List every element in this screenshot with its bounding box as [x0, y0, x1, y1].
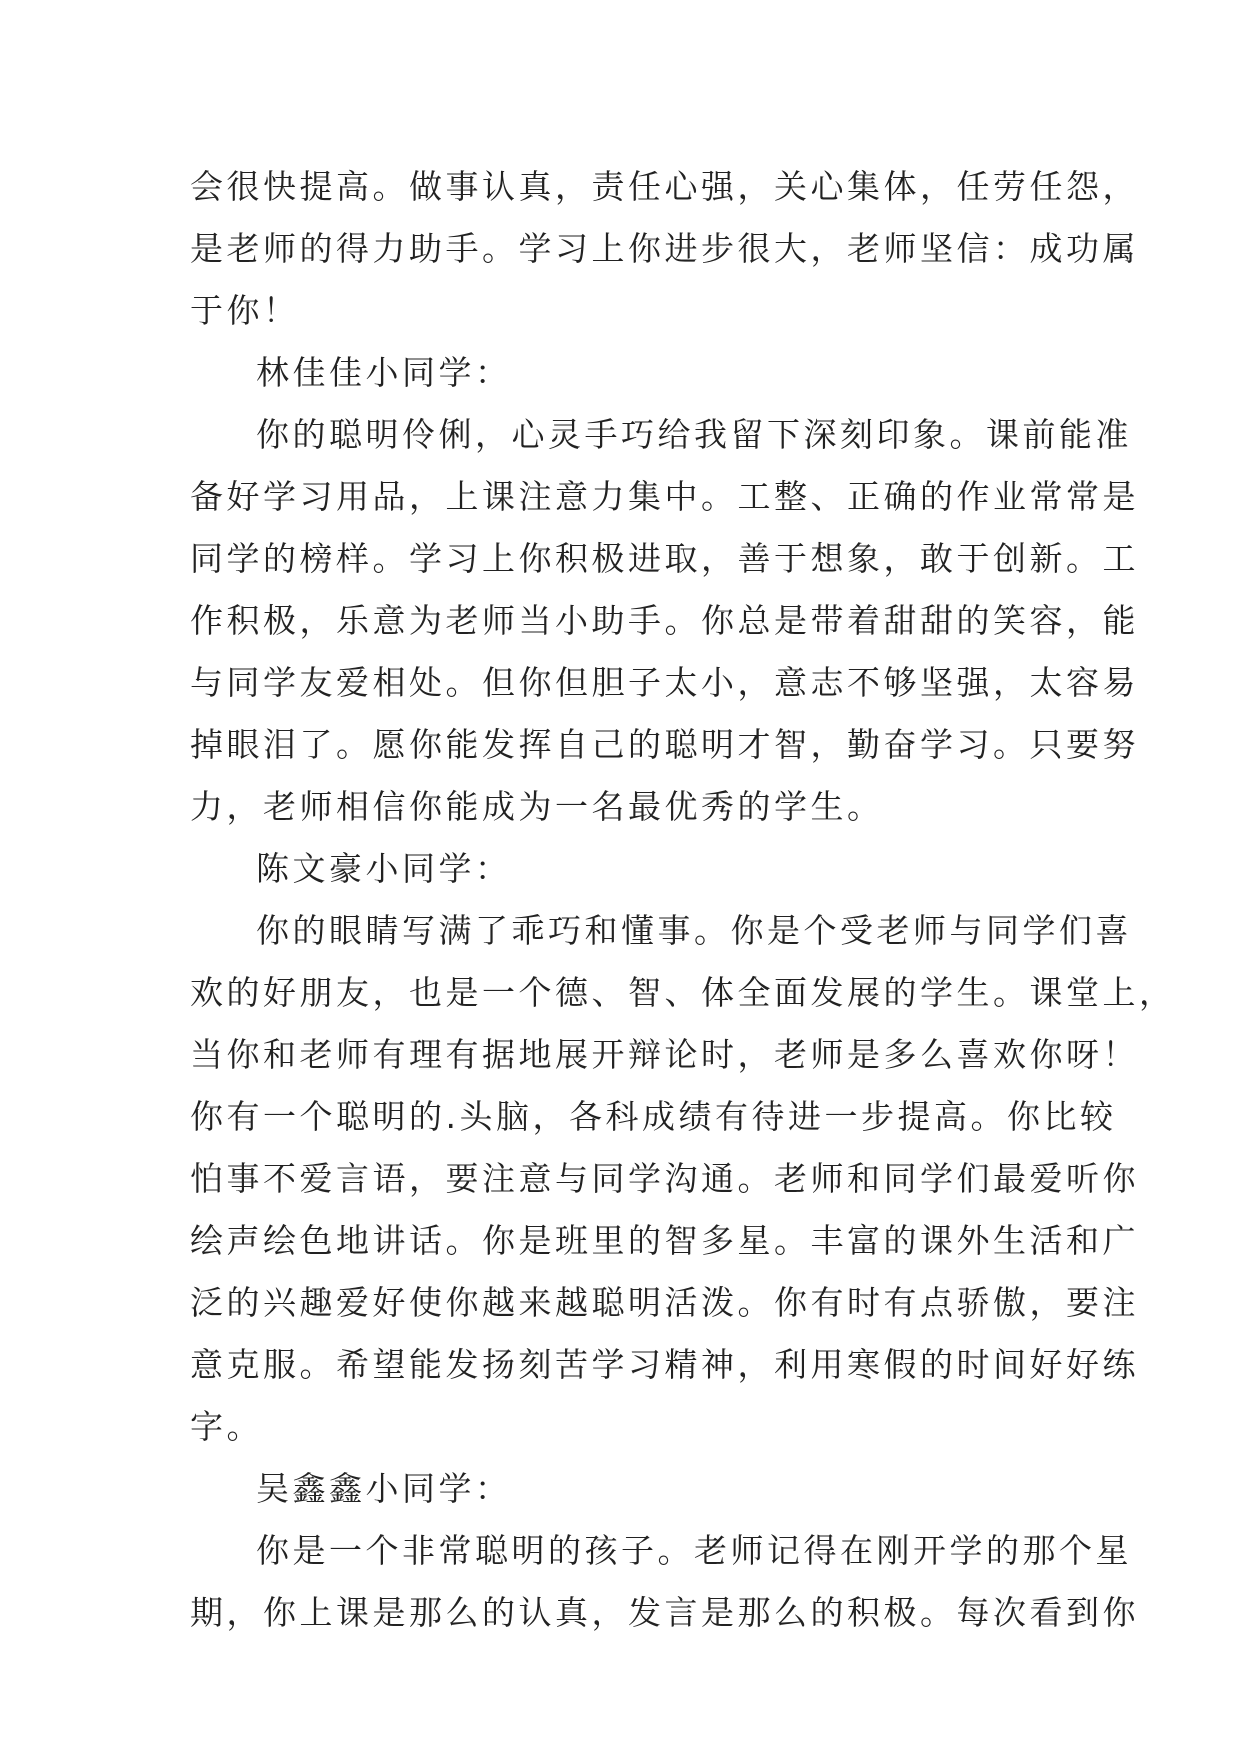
text-line: 作积极，乐意为老师当小助手。你总是带着甜甜的笑容，能 [190, 601, 1139, 640]
text-line: 是老师的得力助手。学习上你进步很大，老师坚信：成功属 [190, 229, 1139, 268]
text-line: 当你和老师有理有据地展开辩论时，老师是多么喜欢你呀！ [190, 1035, 1139, 1074]
text-line: 于你！ [190, 291, 300, 330]
text-line: 期，你上课是那么的认真，发言是那么的积极。每次看到你 [190, 1593, 1139, 1632]
text-line: 欢的好朋友，也是一个德、智、体全面发展的学生。课堂上， [190, 973, 1176, 1012]
text-line: 力，老师相信你能成为一名最优秀的学生。 [190, 787, 884, 826]
text-line: 你的聪明伶俐，心灵手巧给我留下深刻印象。课前能准 [256, 415, 1132, 454]
text-line: 同学的榜样。学习上你积极进取，善于想象，敢于创新。工 [190, 539, 1139, 578]
text-line: 你有一个聪明的.头脑，各科成绩有待进一步提高。你比较 [190, 1097, 1117, 1136]
text-line: 字。 [190, 1407, 263, 1446]
text-line: 绘声绘色地讲话。你是班里的智多星。丰富的课外生活和广 [190, 1221, 1139, 1260]
student-heading-chen-wenhao: 陈文豪小同学： [256, 849, 512, 888]
document-body [190, 156, 1176, 1644]
text-line: 泛的兴趣爱好使你越来越聪明活泼。你有时有点骄傲，要注 [190, 1283, 1139, 1322]
text-line: 你是一个非常聪明的孩子。老师记得在刚开学的那个星 [256, 1531, 1132, 1570]
student-heading-wu-xinxin: 吴鑫鑫小同学： [256, 1469, 512, 1508]
text-line: 备好学习用品，上课注意力集中。工整、正确的作业常常是 [190, 477, 1139, 516]
text-line: 你的眼睛写满了乖巧和懂事。你是个受老师与同学们喜 [256, 911, 1132, 950]
text-line: 会很快提高。做事认真，责任心强，关心集体，任劳任怨， [190, 167, 1139, 206]
text-line: 掉眼泪了。愿你能发挥自己的聪明才智，勤奋学习。只要努 [190, 725, 1139, 764]
student-heading-lin-jiajia: 林佳佳小同学： [256, 353, 512, 392]
text-line: 意克服。希望能发扬刻苦学习精神，利用寒假的时间好好练 [190, 1345, 1139, 1384]
text-line: 怕事不爱言语，要注意与同学沟通。老师和同学们最爱听你 [190, 1159, 1139, 1198]
text-line: 与同学友爱相处。但你但胆子太小，意志不够坚强，太容易 [190, 663, 1139, 702]
